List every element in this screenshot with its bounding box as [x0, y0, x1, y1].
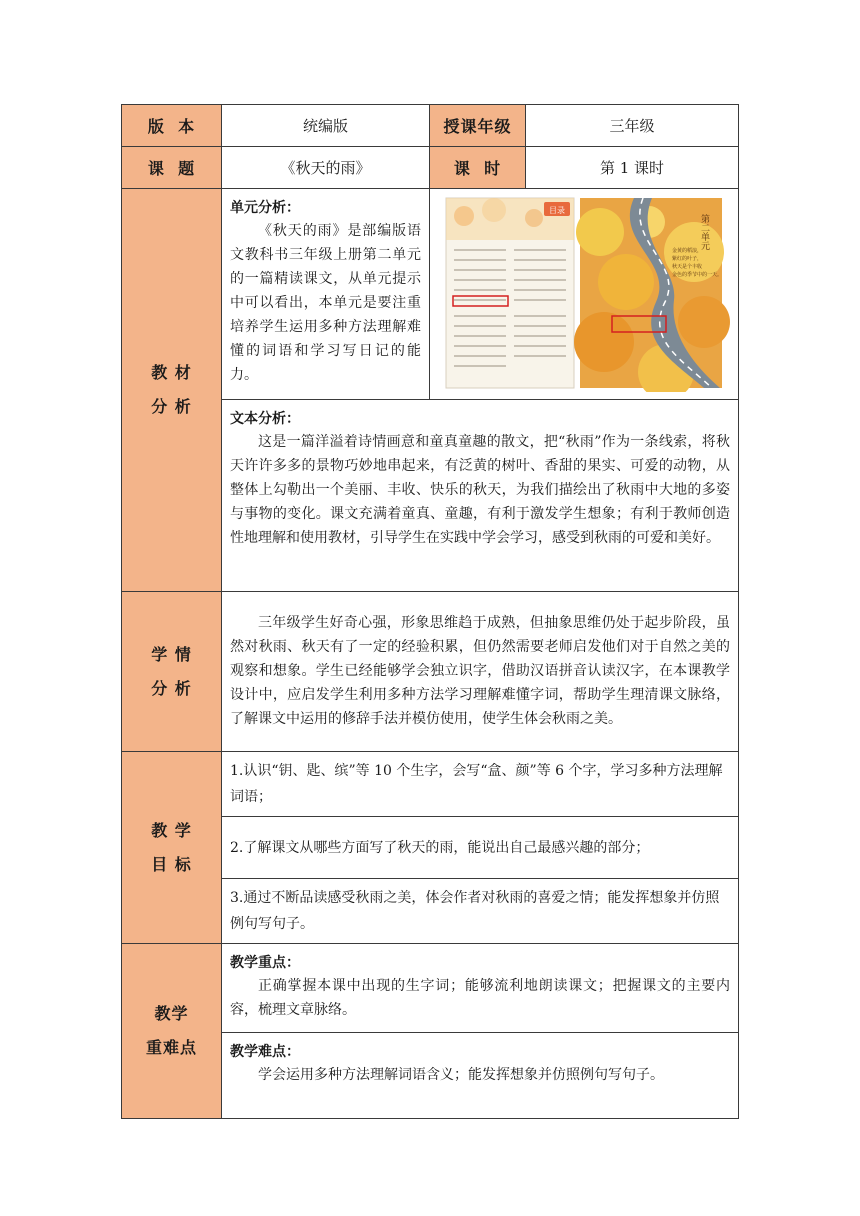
text-analysis-body: 这是一篇洋溢着诗情画意和童真童趣的散文，把“秋雨”作为一条线索，将秋天许许多多的景物巧妙地串起来，有泛黄的树叶、香甜的果实、可爱的动物，从整体上勾勒出一个美丽、丰收、快乐的秋天，为我们描绘出了秋雨中大地的多姿与事物的变化。课文充满着童真、童趣，有利于激发学生想象；有利于教师创造性地理解和使用教材，引导学生在实践中学会学习，感受到秋雨的可爱和美好。 [230, 434, 730, 546]
keypoints-label-line1: 教学 [154, 1004, 189, 1023]
edition-row [122, 105, 739, 147]
unit-analysis-title: 单元分析： [230, 200, 300, 216]
learner-analysis-text: 三年级学生好奇心强，形象思维趋于成熟，但抽象思维仍处于起步阶段，虽然对秋雨、秋天有了一定的经验积累，但仍然需要老师启发他们对于自然之美的观察和想象。学生已经能够学会独立识字，借助汉语拼音认读汉字，在本课教学设计中，应启发学生利用多种方法学习理解难懂字词，帮助学生理清课文脉络，了解课文中运用的修辞手法并模仿使用，使学生体会秋雨之美。 [230, 614, 730, 727]
learner-row [122, 592, 739, 752]
keypoints-label [122, 944, 222, 1119]
focus-row [122, 944, 739, 1033]
focus-title: 教学重点： [230, 955, 300, 971]
goals-label-line1: 教 学 [151, 820, 192, 840]
learner-label-line1: 学 情 [151, 644, 192, 664]
learner-label-line2: 分 析 [151, 678, 192, 698]
goal-item: 3.通过不断品读感受秋雨之美，体会作者对秋雨的喜爱之情；能发挥想象并仿照例句写句子。 [222, 879, 739, 944]
goals-label-line2: 目 标 [151, 854, 192, 874]
learner-label [122, 592, 222, 752]
text-analysis-cell [222, 400, 739, 592]
material-label-line1: 教 材 [151, 363, 192, 382]
topic-label: 课 题 [122, 147, 222, 189]
material-unit-row [122, 189, 739, 400]
text-analysis-title: 文本分析： [230, 411, 300, 427]
material-label-line2: 分 析 [151, 397, 192, 416]
unit-analysis-text: 《秋天的雨》是部编版语文教科书三年级上册第二单元的一篇精读课文，从单元提示中可以看出，本单元是要注重培养学生运用多种方法理解难懂的词语和学习写日记的能力。 [230, 223, 421, 383]
material-label [122, 189, 222, 592]
edition-value: 统编版 [222, 105, 430, 147]
grade-value: 三年级 [526, 105, 739, 147]
unit-vertical-label: 第二单元 [699, 214, 709, 250]
learner-analysis-cell [222, 592, 739, 752]
textbook-figure-cell [430, 189, 739, 400]
goals-label [122, 752, 222, 944]
focus-text: 正确掌握本课中出现的生字词；能够流利地朗读课文；把握课文的主要内容，梳理文章脉络。 [230, 978, 730, 1018]
period-label: 课 时 [430, 147, 526, 189]
difficulty-cell [222, 1033, 739, 1119]
poem-line-4: 金色的季节中的一天。 [672, 272, 723, 278]
period-value: 第 1 课时 [526, 147, 739, 189]
difficulty-text: 学会运用多种方法理解词语含义；能发挥想象并仿照例句写句子。 [258, 1067, 664, 1083]
goal-row-1 [122, 752, 739, 817]
edition-label: 版 本 [122, 105, 222, 147]
unit-analysis-cell [222, 189, 430, 400]
focus-cell [222, 944, 739, 1033]
textbook-figure [434, 192, 735, 392]
difficulty-title: 教学难点： [230, 1044, 300, 1060]
grade-label: 授课年级 [430, 105, 526, 147]
goal-item: 1.认识“钥、匙、缤”等 10 个生字，会写“盒、颜”等 6 个字，学习多种方法理解词语； [222, 752, 739, 817]
contents-tag: 目录 [549, 206, 565, 215]
poem-line-3: 秋天是个丰收 [672, 264, 703, 270]
keypoints-label-line2: 重难点 [145, 1038, 197, 1057]
topic-row [122, 147, 739, 189]
poem-line-2: 紫红的叶子， [672, 256, 703, 262]
goal-item: 2.了解课文从哪些方面写了秋天的雨，能说出自己最感兴趣的部分； [222, 817, 739, 879]
lesson-plan-table [121, 104, 739, 1119]
poem-line-1: 金黄的稻浪， [672, 248, 703, 254]
topic-value: 《秋天的雨》 [222, 147, 430, 189]
